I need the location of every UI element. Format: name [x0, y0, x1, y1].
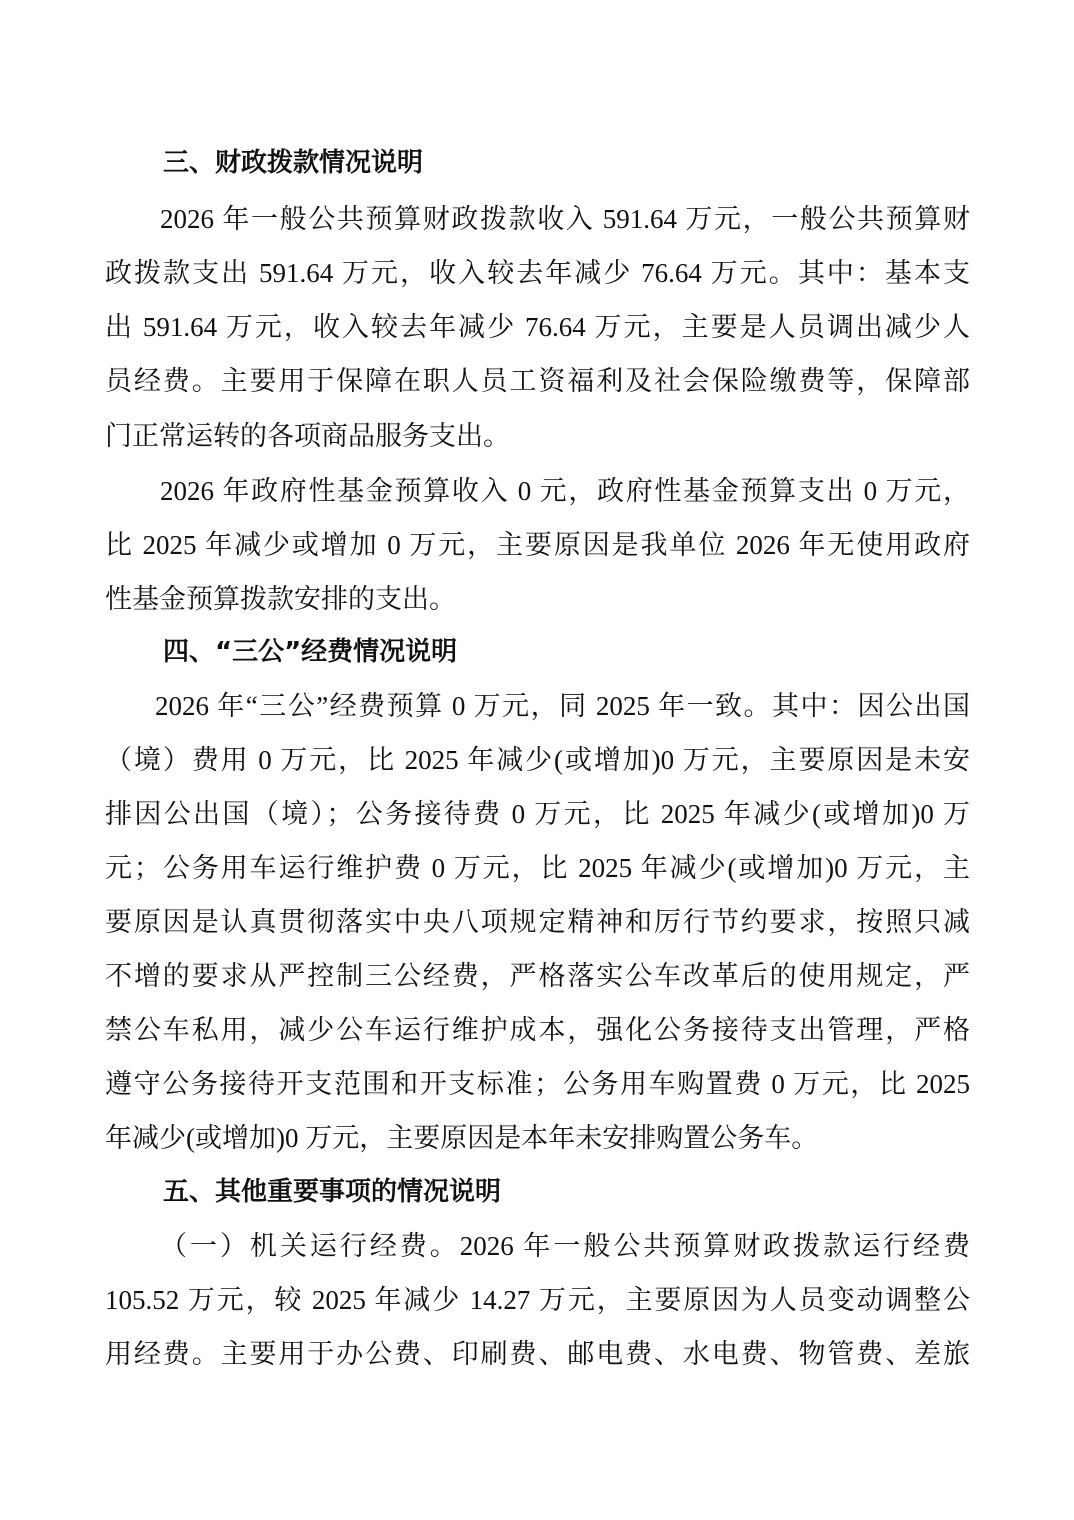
- paragraph-line: 出 591.64 万元，收入较去年减少 76.64 万元，主要是人员调出减少人: [105, 312, 970, 342]
- paragraph-line: 性基金预算拨款安排的支出。: [105, 584, 456, 614]
- section-heading: 四、“三公”经费情况说明: [163, 637, 458, 667]
- paragraph-line: 门正常运转的各项商品服务支出。: [105, 421, 510, 451]
- section-heading: 五、其他重要事项的情况说明: [163, 1177, 502, 1207]
- paragraph-line: （一）机关运行经费。2026 年一般公共预算财政拨款运行经费: [160, 1231, 970, 1261]
- paragraph-line: 政拨款支出 591.64 万元，收入较去年减少 76.64 万元。其中：基本支: [105, 258, 970, 288]
- paragraph-line: 要原因是认真贯彻落实中央八项规定精神和厉行节约要求，按照只减: [105, 907, 970, 937]
- paragraph-line: （境）费用 0 万元，比 2025 年减少(或增加)0 万元，主要原因是未安: [105, 745, 970, 775]
- section-heading: 三、财政拨款情况说明: [163, 148, 424, 178]
- paragraph-line: 禁公车私用，减少公车运行维护成本，强化公务接待支出管理，严格: [105, 1015, 970, 1045]
- paragraph-line: 年减少(或增加)0 万元，主要原因是本年未安排购置公务车。: [105, 1123, 819, 1153]
- paragraph-line: 用经费。主要用于办公费、印刷费、邮电费、水电费、物管费、差旅: [105, 1339, 970, 1369]
- paragraph-line: 不增的要求从严控制三公经费，严格落实公车改革后的使用规定，严: [105, 961, 970, 991]
- paragraph-line: 遵守公务接待开支范围和开支标准；公务用车购置费 0 万元，比 2025: [105, 1069, 970, 1099]
- paragraph-line: 元；公务用车运行维护费 0 万元，比 2025 年减少(或增加)0 万元，主: [105, 853, 970, 883]
- paragraph-line: 2026 年政府性基金预算收入 0 元，政府性基金预算支出 0 万元，: [160, 476, 970, 506]
- paragraph-line: 2026 年一般公共预算财政拨款收入 591.64 万元，一般公共预算财: [160, 204, 970, 234]
- paragraph-line: 员经费。主要用于保障在职人员工资福利及社会保险缴费等，保障部: [105, 366, 970, 396]
- paragraph-line: 排因公出国（境）；公务接待费 0 万元，比 2025 年减少(或增加)0 万: [105, 799, 970, 829]
- paragraph-line: 105.52 万元，较 2025 年减少 14.27 万元，主要原因为人员变动调整公: [105, 1285, 970, 1315]
- paragraph-line: 2026 年“三公”经费预算 0 万元，同 2025 年一致。其中：因公出国: [155, 691, 970, 721]
- paragraph-line: 比 2025 年减少或增加 0 万元，主要原因是我单位 2026 年无使用政府: [105, 530, 970, 560]
